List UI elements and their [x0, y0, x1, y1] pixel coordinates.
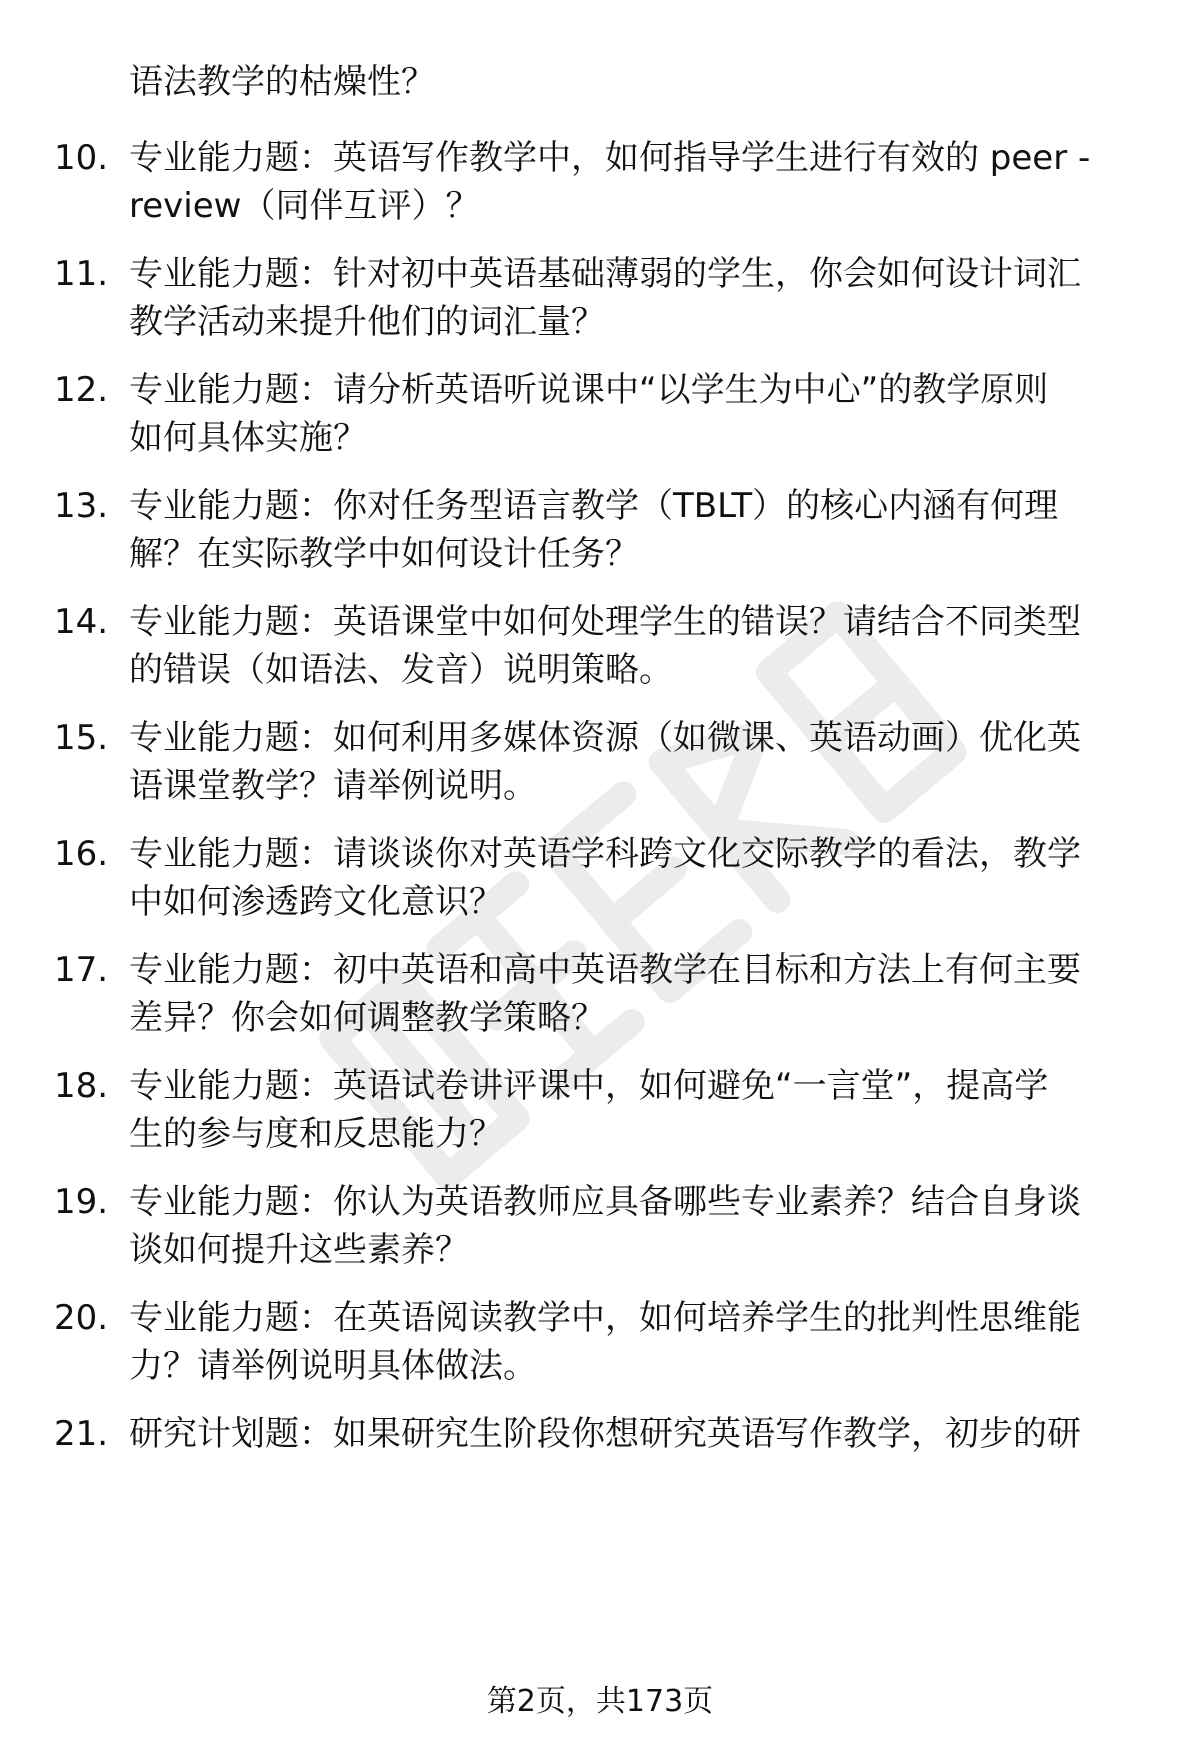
list-item [0, 946, 1200, 1056]
item-number: 18. [54, 1066, 109, 1106]
item-number: 10. [54, 138, 109, 178]
item-text: 专业能力题：在英语阅读教学中，如何培养学生的批判性思维能 力？请举例说明具体做法。 [129, 1298, 1081, 1386]
list-item [0, 1294, 1200, 1404]
item-text: 专业能力题：你认为英语教师应具备哪些专业素养？结合自身谈 谈如何提升这些素养？ [129, 1182, 1081, 1270]
list-item [0, 830, 1200, 940]
item-text: 专业能力题：英语课堂中如何处理学生的错误？请结合不同类型 的错误（如语法、发音）说明策略。 [129, 602, 1081, 690]
item-number: 19. [54, 1182, 109, 1222]
page-footer: 第2页，共173页 [486, 1684, 714, 1719]
item-number: 15. [54, 718, 109, 758]
list-item [0, 134, 1200, 244]
item-text: 专业能力题：你对任务型语言教学（TBLT）的核心内涵有何理 解？在实际教学中如何设计任务？ [129, 486, 1059, 574]
list-item [0, 714, 1200, 824]
list-item [0, 250, 1200, 360]
item-text: 专业能力题：针对初中英语基础薄弱的学生，你会如何设计词汇 教学活动来提升他们的词汇量？ [129, 254, 1081, 342]
item-number: 11. [54, 254, 109, 294]
item-text: 专业能力题：初中英语和高中英语教学在目标和方法上有何主要 差异？你会如何调整教学策略？ [129, 950, 1081, 1038]
item-number: 16. [54, 834, 109, 874]
item-text: 专业能力题：如何利用多媒体资源（如微课、英语动画）优化英 语课堂教学？请举例说明。 [129, 718, 1081, 806]
list-item [0, 366, 1200, 476]
item-number: 21. [54, 1414, 109, 1454]
item-text: 专业能力题：英语试卷讲评课中，如何避免“一言堂”，提高学 生的参与度和反思能力？ [129, 1066, 1049, 1154]
item-text: 专业能力题：英语写作教学中，如何指导学生进行有效的 peer - review（同伴互评）？ [129, 138, 1091, 226]
continuation-text: 语法教学的枯燥性？ [129, 62, 435, 102]
item-number: 13. [54, 486, 109, 526]
list-item [0, 1062, 1200, 1172]
item-text: 专业能力题：请谈谈你对英语学科跨文化交际教学的看法，教学 中如何渗透跨文化意识？ [129, 834, 1081, 922]
list-item [0, 1410, 1200, 1466]
item-number: 12. [54, 370, 109, 410]
list-item [0, 598, 1200, 708]
list-item [0, 482, 1200, 592]
item-number: 17. [54, 950, 109, 990]
item-number: 20. [54, 1298, 109, 1338]
list-item [0, 1178, 1200, 1288]
item-text: 专业能力题：请分析英语听说课中“以学生为中心”的教学原则 如何具体实施？ [129, 370, 1049, 458]
item-number: 14. [54, 602, 109, 642]
item-text: 研究计划题：如果研究生阶段你想研究英语写作教学，初步的研 [129, 1414, 1081, 1454]
